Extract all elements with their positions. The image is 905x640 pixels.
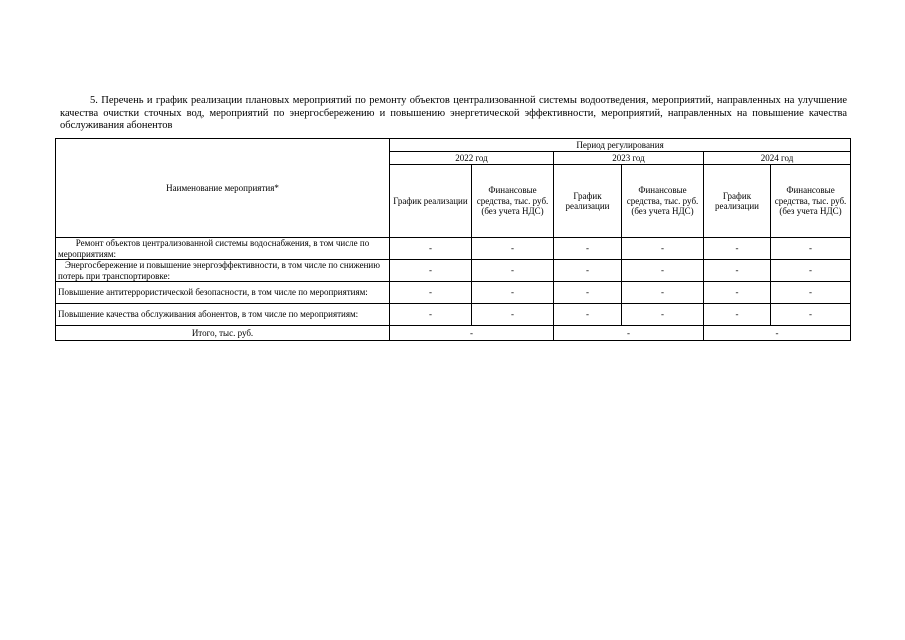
- table-cell: -: [554, 238, 622, 260]
- table-cell: -: [704, 282, 771, 304]
- year-header-2022: 2022 год: [390, 152, 554, 165]
- schedule-header-2024: График реализации: [704, 165, 771, 238]
- table-cell: -: [771, 260, 851, 282]
- table-cell: -: [554, 282, 622, 304]
- schedule-header-2022: График реализации: [390, 165, 472, 238]
- row-name: Повышение антитеррористической безопасности, в том числе по мероприятиям:: [56, 282, 390, 304]
- table-cell: -: [622, 260, 704, 282]
- schedule-header-2023: График реализации: [554, 165, 622, 238]
- table-cell: -: [704, 260, 771, 282]
- table-cell: -: [472, 304, 554, 326]
- table-cell: -: [554, 260, 622, 282]
- finance-header-2023: Финансовые средства, тыс. руб. (без учета НДС): [622, 165, 704, 238]
- table-cell: -: [622, 282, 704, 304]
- row-name: Повышение качества обслуживания абонентов, в том числе по мероприятиям:: [56, 304, 390, 326]
- table-cell: -: [622, 304, 704, 326]
- plan-table: [55, 138, 851, 341]
- finance-header-2024: Финансовые средства, тыс. руб. (без учета НДС): [771, 165, 851, 238]
- total-row: [56, 326, 851, 341]
- year-header-2024: 2024 год: [704, 152, 851, 165]
- total-cell-2024: -: [704, 326, 851, 341]
- total-cell-2023: -: [554, 326, 704, 341]
- table-cell: -: [704, 304, 771, 326]
- table-row: [56, 282, 851, 304]
- table-cell: -: [390, 260, 472, 282]
- table-cell: -: [771, 304, 851, 326]
- table-cell: -: [472, 238, 554, 260]
- table-row: [56, 260, 851, 282]
- row-name: Энергосбережение и повышение энергоэффективности, в том числе по снижению потерь при транспортировке:: [56, 260, 390, 282]
- section-heading: 5. Перечень и график реализации плановых мероприятий по ремонту объектов централизованной системы водоотведения, мероприятий, направленных на улучшение качества очистки сточных вод, мероприятий по энергосбережению и повышению энергетической эффективности, мероприятий, направленных на повышение качества обслуживания абонентов: [60, 95, 847, 131]
- table-row: [56, 238, 851, 260]
- header-row-period: [56, 139, 851, 152]
- table-cell: -: [390, 238, 472, 260]
- total-label: Итого, тыс. руб.: [56, 326, 390, 341]
- table-cell: -: [771, 282, 851, 304]
- table-row: [56, 304, 851, 326]
- finance-header-2022: Финансовые средства, тыс. руб. (без учета НДС): [472, 165, 554, 238]
- year-header-2023: 2023 год: [554, 152, 704, 165]
- name-column-header: Наименование мероприятия*: [56, 139, 390, 238]
- table-cell: -: [390, 304, 472, 326]
- table-cell: -: [472, 282, 554, 304]
- table-cell: -: [771, 238, 851, 260]
- period-header: Период регулирования: [390, 139, 851, 152]
- table-cell: -: [704, 238, 771, 260]
- table-cell: -: [554, 304, 622, 326]
- table-cell: -: [622, 238, 704, 260]
- total-cell-2022: -: [390, 326, 554, 341]
- table-cell: -: [472, 260, 554, 282]
- table-cell: -: [390, 282, 472, 304]
- row-name: Ремонт объектов централизованной системы водоснабжения, в том числе по мероприятиям:: [56, 238, 390, 260]
